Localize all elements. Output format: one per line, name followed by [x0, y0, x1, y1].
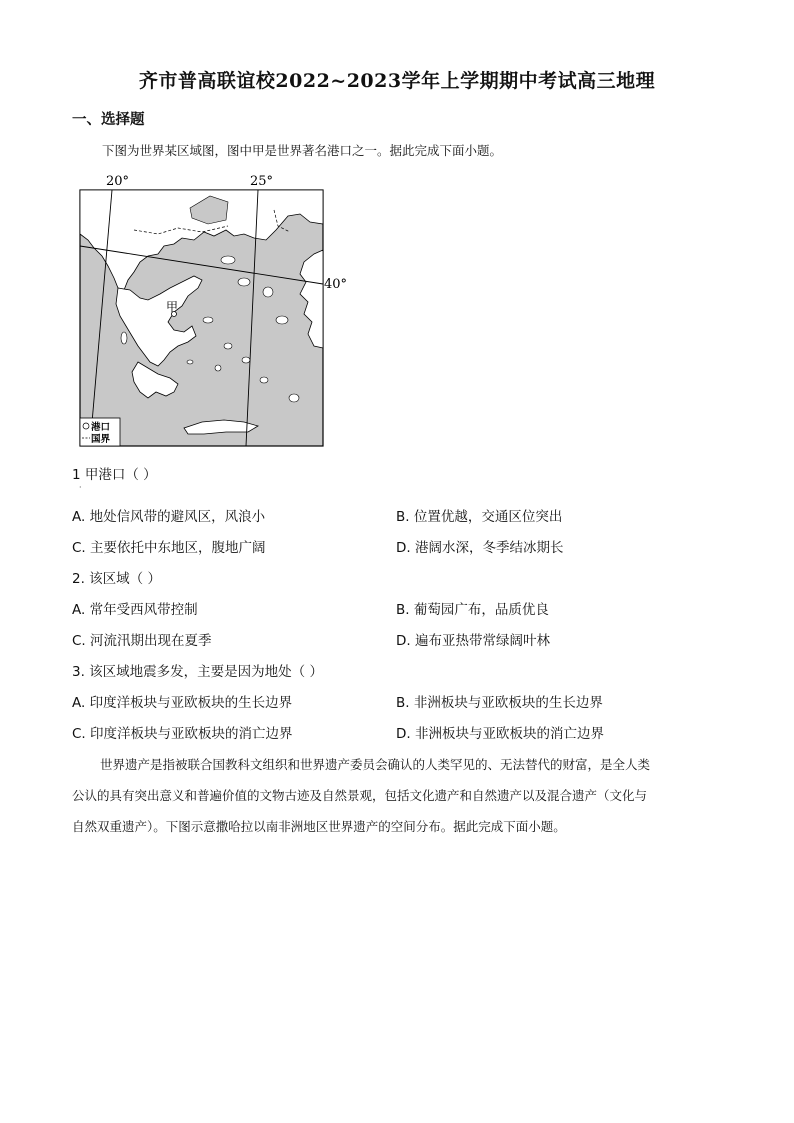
- passage-line-1: 世界遗产是指被联合国教科文组织和世界遗产委员会确认的人类罕见的、无法替代的财富，是全人类: [100, 757, 651, 772]
- lon-label-25: 25°: [250, 174, 274, 189]
- group1-intro: 下图为世界某区域图，图中甲是世界著名港口之一。据此完成下面小题。: [102, 143, 503, 158]
- question-3-option-b[interactable]: B. 非洲板块与亚欧板块的生长边界: [396, 695, 603, 711]
- map-frame: [80, 190, 323, 446]
- lat-label-40: 40°: [324, 277, 348, 292]
- page-title: 齐市普高联谊校2022~2023学年上学期期中考试高三地理: [138, 70, 656, 92]
- legend-border-label: 国界: [91, 434, 111, 445]
- passage-line-3: 自然双重遗产）。下图示意撒哈拉以南非洲地区世界遗产的空间分布。据此完成下面小题。: [72, 819, 566, 834]
- question-3-option-d[interactable]: D. 非洲板块与亚欧板块的消亡边界: [396, 726, 604, 742]
- question-2-option-b[interactable]: B. 葡萄园广布，品质优良: [396, 602, 549, 618]
- section-heading: 一、选择题: [72, 111, 145, 128]
- lon-label-20: 20°: [106, 174, 130, 189]
- question-1-stem: 1 甲港口（ ）: [72, 467, 157, 483]
- question-1-option-b[interactable]: B. 位置优越，交通区位突出: [396, 509, 563, 525]
- stray-dot: ·: [79, 483, 82, 492]
- region-map: [78, 170, 348, 450]
- question-2-stem: 2. 该区域（ ）: [72, 571, 161, 587]
- port-label: 甲: [166, 300, 179, 314]
- question-2-option-a[interactable]: A. 常年受西风带控制: [72, 602, 198, 618]
- question-1-option-c[interactable]: C. 主要依托中东地区，腹地广阔: [72, 540, 266, 556]
- question-3-option-c[interactable]: C. 印度洋板块与亚欧板块的消亡边界: [72, 726, 293, 742]
- question-2-option-d[interactable]: D. 遍布亚热带常绿阔叶林: [396, 633, 550, 649]
- question-3-option-a[interactable]: A. 印度洋板块与亚欧板块的生长边界: [72, 695, 293, 711]
- question-1-option-a[interactable]: A. 地处信风带的避风区，风浪小: [72, 509, 266, 525]
- question-1-option-d[interactable]: D. 港阔水深，冬季结冰期长: [396, 540, 564, 556]
- map-legend: [80, 418, 120, 446]
- question-3-stem: 3. 该区域地震多发，主要是因为地处（ ）: [72, 664, 323, 680]
- legend-port-label: 港口: [91, 422, 111, 433]
- legend-port-icon: [83, 423, 89, 429]
- map-figure: [78, 170, 348, 450]
- passage-line-2: 公认的具有突出意义和普遍价值的文物古迹及自然景观，包括文化遗产和自然遗产以及混合遗产（文化与: [72, 788, 648, 803]
- group2-passage: [72, 749, 722, 842]
- question-2-option-c[interactable]: C. 河流汛期出现在夏季: [72, 633, 212, 649]
